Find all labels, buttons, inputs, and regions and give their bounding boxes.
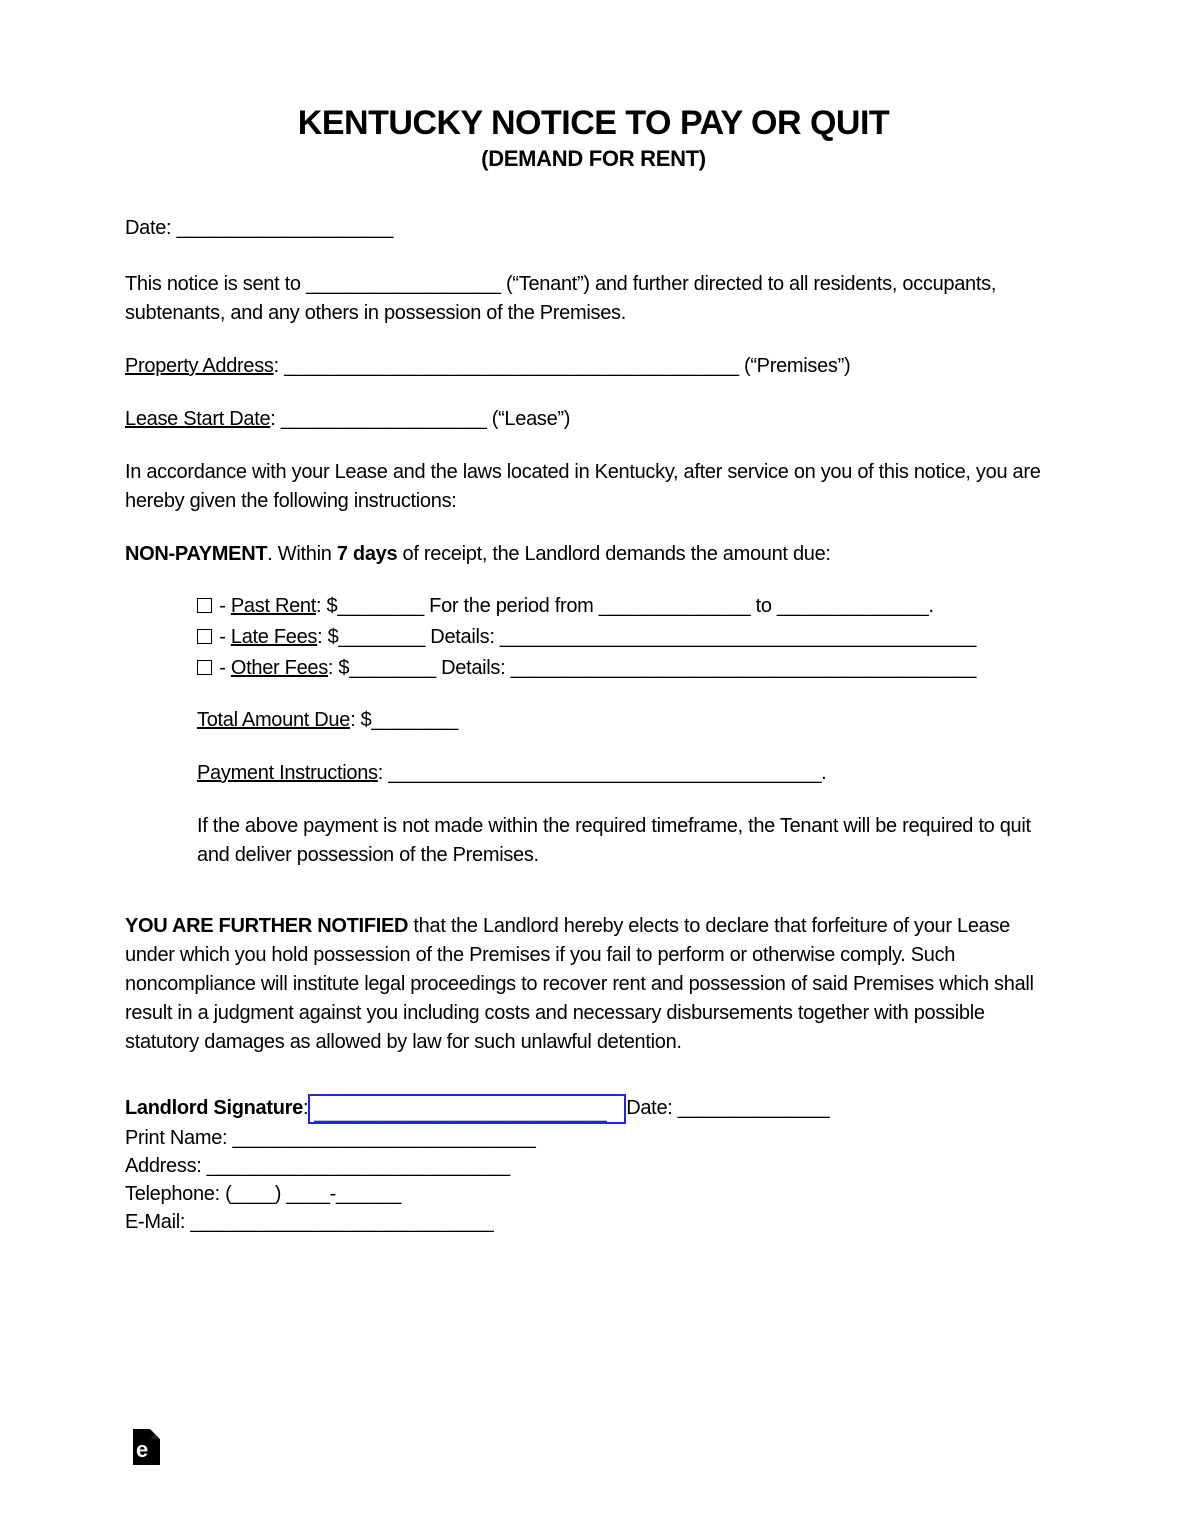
total-amount-due-label: Total Amount Due xyxy=(197,709,351,731)
address-label: Address: xyxy=(125,1155,207,1177)
payment-instructions-label: Payment Instructions xyxy=(197,762,378,784)
further-notified-paragraph xyxy=(125,912,1062,1057)
telephone-blank[interactable]: (____) ____-______ xyxy=(225,1183,401,1205)
late-fees-blanks[interactable]: : $________ Details: ____________________________________________ xyxy=(317,626,977,648)
intro-paragraph xyxy=(125,270,1062,328)
date-blank[interactable]: ____________________ xyxy=(176,217,394,239)
property-address-row xyxy=(125,352,1062,381)
other-fees-checkbox-icon[interactable] xyxy=(197,660,212,675)
past-rent-blanks[interactable]: : $________ For the period from ______________ to ______________. xyxy=(316,595,934,617)
print-name-row xyxy=(125,1124,1062,1152)
property-address-post: (“Premises”) xyxy=(738,355,851,377)
fees-checklist xyxy=(197,591,1062,684)
print-name-label: Print Name: xyxy=(125,1127,233,1149)
telephone-row xyxy=(125,1180,1062,1208)
intro-post: (“Tenant”) and further directed to all residents, occupants, subtenants, and any others in possession of the Premises. xyxy=(125,273,997,324)
past-rent-checkbox-icon[interactable] xyxy=(197,598,212,613)
email-row xyxy=(125,1208,1062,1236)
property-address-sep: : xyxy=(273,355,285,377)
page-title: KENTUCKY NOTICE TO PAY OR QUIT xyxy=(297,104,890,142)
late-fees-label: Late Fees xyxy=(230,626,318,648)
quit-warning-paragraph: If the above payment is not made within the required timeframe, the Tenant will be required to quit and deliver possession of the Premises. xyxy=(197,815,1031,866)
property-address-label: Property Address xyxy=(125,355,274,377)
nonpayment-rest: of receipt, the Landlord demands the amount due: xyxy=(397,543,831,565)
nonpayment-days: 7 days xyxy=(336,543,398,565)
lease-start-label: Lease Start Date xyxy=(125,408,271,430)
date-row xyxy=(125,214,1062,243)
date-label: Date: xyxy=(125,217,177,239)
past-rent-row xyxy=(197,591,1062,622)
landlord-signature-label: Landlord Signature xyxy=(125,1097,303,1119)
lease-start-sep: : xyxy=(270,408,281,430)
telephone-label: Telephone: xyxy=(125,1183,226,1205)
further-notified-label: YOU ARE FURTHER NOTIFIED xyxy=(125,915,409,937)
email-blank[interactable]: ____________________________ xyxy=(190,1211,494,1233)
further-notified-text: that the Landlord hereby elects to declare that forfeiture of your Lease under which you hold possession of the Premises if you fail to perform or otherwise comply. Such noncompliance will institute legal proceedings to recover rent and possession of said Premises which shall result in a judgment against you including costs and necessary disbursements together with possible statutory damages as allowed by law for such unlawful detention. xyxy=(125,915,1034,1053)
total-amount-due-row xyxy=(197,706,1062,735)
print-name-blank[interactable]: ____________________________ xyxy=(232,1127,536,1149)
other-fees-blanks[interactable]: : $________ Details: ___________________________________________ xyxy=(327,657,977,679)
payment-instructions-row xyxy=(197,759,1062,788)
other-fees-row xyxy=(197,653,1062,684)
signature-date-blank[interactable]: ______________ xyxy=(677,1097,830,1119)
lease-start-row xyxy=(125,405,1062,434)
landlord-signature-field[interactable] xyxy=(308,1094,626,1124)
past-rent-dash: - xyxy=(214,595,231,617)
lease-start-blank[interactable]: ___________________ xyxy=(280,408,487,430)
late-fees-dash: - xyxy=(214,626,231,648)
signature-block xyxy=(125,1093,1062,1236)
other-fees-dash: - xyxy=(214,657,231,679)
landlord-signature-colon: : xyxy=(302,1097,309,1119)
email-label: E-Mail: xyxy=(125,1211,191,1233)
landlord-signature-row xyxy=(125,1093,1062,1124)
late-fees-checkbox-icon[interactable] xyxy=(197,629,212,644)
address-blank[interactable]: ____________________________ xyxy=(206,1155,510,1177)
intro-pre: This notice is sent to xyxy=(125,273,306,295)
nonpayment-label: NON-PAYMENT xyxy=(125,543,268,565)
logo-fold xyxy=(150,1429,160,1439)
nonpayment-line xyxy=(125,540,1062,569)
eforms-logo-icon xyxy=(133,1429,160,1465)
total-amount-due-blank[interactable]: : $________ xyxy=(350,709,458,731)
payment-instructions-blank[interactable]: : ________________________________________. xyxy=(377,762,827,784)
page-subtitle: (DEMAND FOR RENT) xyxy=(481,146,706,171)
nonpayment-mid: . Within xyxy=(267,543,337,565)
tenant-name-blank[interactable]: __________________ xyxy=(305,273,501,295)
landlord-signature-blank: ___________________________ xyxy=(314,1100,607,1123)
property-address-blank[interactable]: __________________________________________ xyxy=(284,355,739,377)
late-fees-row xyxy=(197,622,1062,653)
logo-letter: e xyxy=(136,1437,149,1462)
lease-start-post: (“Lease”) xyxy=(486,408,571,430)
other-fees-label: Other Fees xyxy=(230,657,328,679)
accordance-paragraph: In accordance with your Lease and the laws located in Kentucky, after service on you of this notice, you are hereby given the following instructions: xyxy=(125,461,1041,512)
signature-date-label: Date: xyxy=(626,1097,678,1119)
address-row xyxy=(125,1152,1062,1180)
past-rent-label: Past Rent xyxy=(230,595,316,617)
